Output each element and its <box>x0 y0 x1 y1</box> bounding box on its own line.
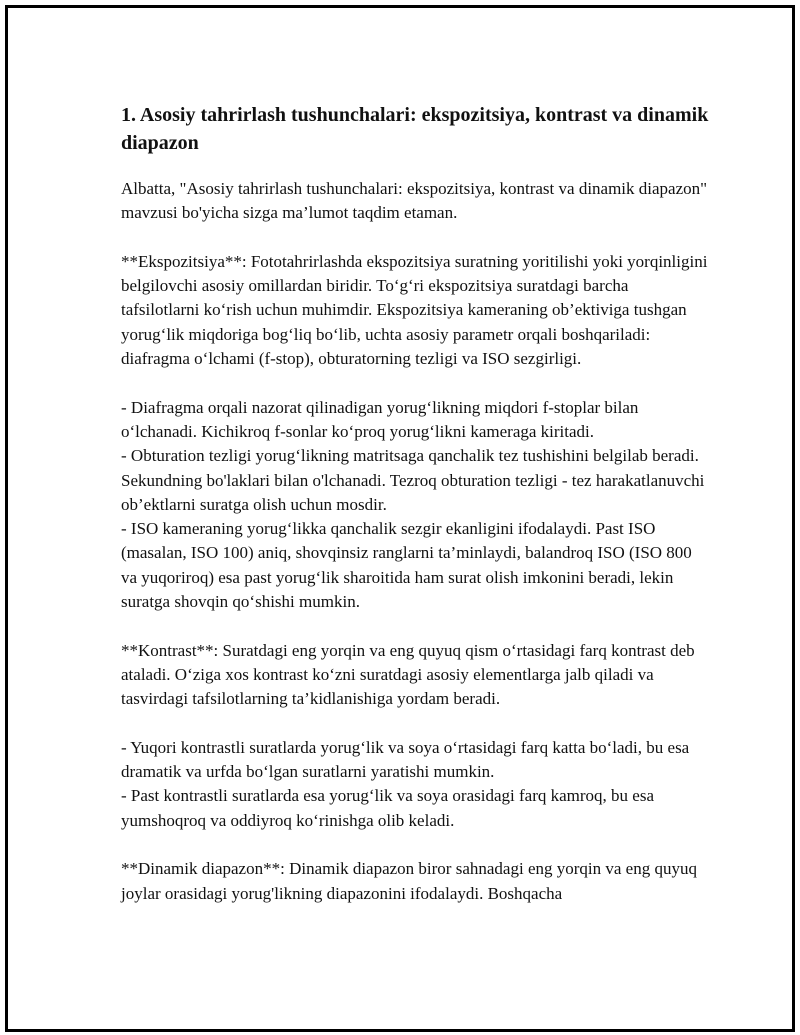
paragraph-gap <box>121 226 711 250</box>
dynamic-range-paragraph: **Dinamik diapazon**: Dinamik diapazon biror sahnadagi eng yorqin va eng quyuq joylar orasidagi yorug'likning diapazonini ifodalaydi. Boshqacha <box>121 859 697 903</box>
exposure-item-aperture: - Diafragma orqali nazorat qilinadigan yorug‘likning miqdori f-stoplar bilan o‘lchanadi. Kichikroq f-sonlar ko‘proq yorug‘likni kameraga kiritadi. <box>121 397 639 441</box>
section-heading: 1. Asosiy tahrirlash tushunchalari: ekspozitsiya, kontrast va dinamik diapazon <box>121 104 709 154</box>
exposure-item-shutter: - Obturation tezligi yorug‘likning matritsaga qanchalik tez tushishini belgilab beradi. Sekundning bo'laklari bilan o'lchanadi. Tezroq obturation tezligi - tez harakatlanuvchi ob’ektlarni suratga olish uchun mosdir. <box>121 446 705 514</box>
paragraph-gap <box>121 712 711 736</box>
paragraph-gap <box>121 371 711 395</box>
page-frame <box>5 5 795 1032</box>
paragraph-gap <box>121 833 711 857</box>
contrast-item-high: - Yuqori kontrastli suratlarda yorug‘lik va soya o‘rtasidagi farq katta bo‘ladi, bu esa dramatik va urfda bo‘lgan suratlarni yaratishi mumkin. <box>121 737 690 782</box>
contrast-item-low: - Past kontrastli suratlarda esa yorug‘lik va soya orasidagi farq kamroq, bu esa yumshoqroq va oddiyroq ko‘rinishga olib keladi. <box>121 786 654 830</box>
intro-paragraph: Albatta, "Asosiy tahrirlash tushunchalari: ekspozitsiya, kontrast va dinamik diapazon" mavzusi bo'yicha sizga ma’lumot taqdim etaman. <box>121 179 708 223</box>
document-body <box>121 101 711 906</box>
contrast-paragraph: **Kontrast**: Suratdagi eng yorqin va eng quyuq qism o‘rtasidagi farq kontrast deb ataladi. O‘ziga xos kontrast ko‘zni suratdagi asosiy elementlarga jalb qiladi va tasvirdagi tafsilotlarning ta’kidlanishiga yordam beradi. <box>121 640 695 709</box>
paragraph-gap <box>121 614 711 638</box>
exposure-paragraph: **Ekspozitsiya**: Fototahrirlashda ekspozitsiya suratning yoritilishi yoki yorqinligini belgilovchi asosiy omillardan biridir. To‘g‘ri ekspozitsiya suratdagi barcha tafsilotlarni ko‘rish uchun muhimdir. Ekspozitsiya kameraning ob’ektiviga tushgan yorug‘lik miqdoriga bog‘liq bo‘lib, uchta asosiy parametr orqali boshqariladi: diafragma o‘lchami (f-stop), obturatorning tezligi va ISO sezgirligi. <box>121 251 708 369</box>
exposure-item-iso: - ISO kameraning yorug‘likka qanchalik sezgir ekanligini ifodalaydi. Past ISO (masalan, ISO 100) aniq, shovqinsiz ranglarni ta’minlaydi, balandroq ISO (ISO 800 va yuqoriroq) esa past yorug‘lik sharoitida ham surat olish imkonini beradi, lekin suratga shovqin qo‘shishi mumkin. <box>121 519 692 612</box>
